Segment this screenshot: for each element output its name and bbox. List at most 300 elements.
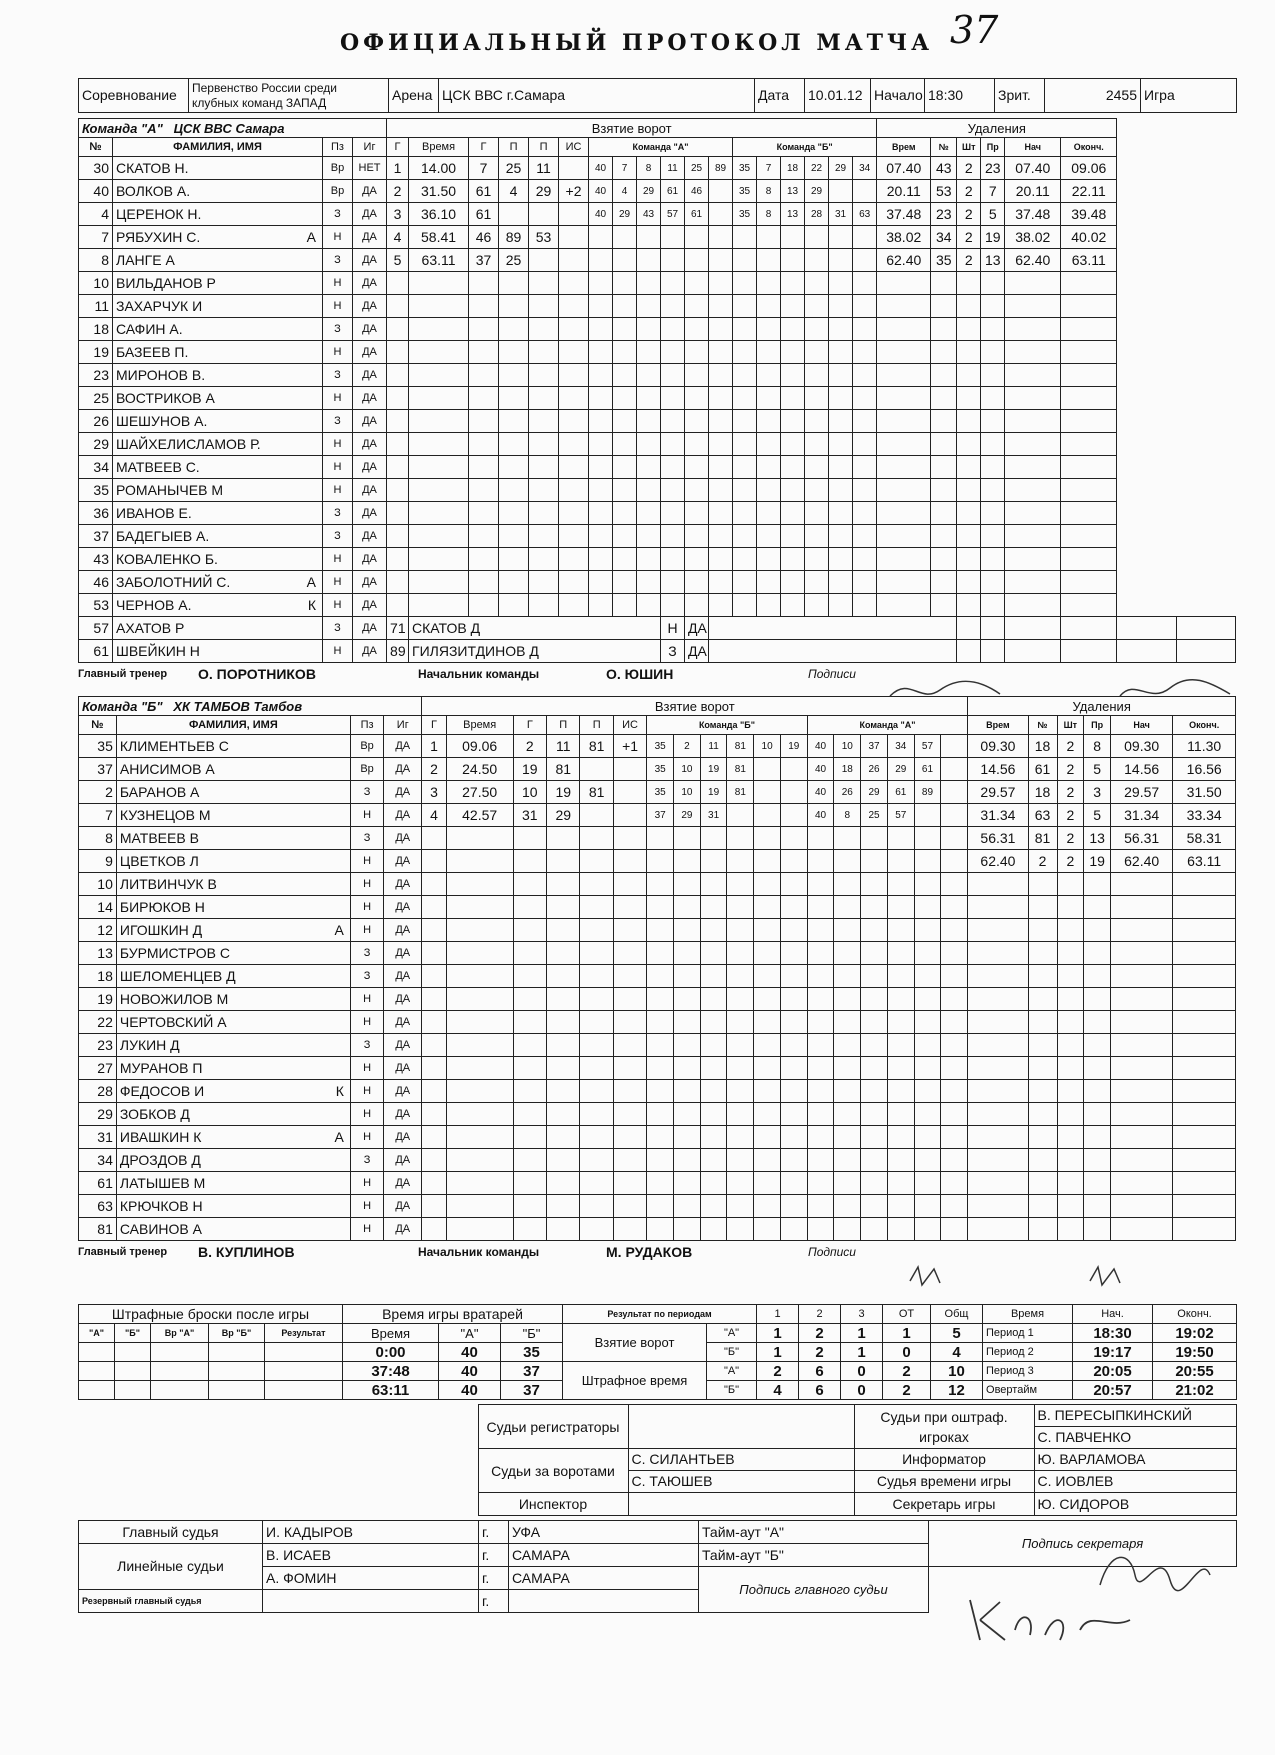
goal-cell: 29 [547, 804, 580, 827]
on-ice-cell: 31 [700, 804, 727, 827]
game-label: Игра [1141, 79, 1237, 113]
team_a-hdr-p2: П [529, 138, 559, 157]
table-row [79, 295, 1236, 318]
penalty-cell: 2 [957, 157, 981, 180]
player-position: З [350, 827, 383, 850]
team_b-coach-label: Главный тренер [78, 1246, 168, 1258]
goal-cell [559, 157, 589, 180]
on-ice-cell: 29 [674, 804, 701, 827]
player-number: 34 [79, 1149, 117, 1172]
player-plays: ДА [353, 594, 387, 617]
goal-cell: 53 [529, 226, 559, 249]
penalty-cell: 8 [1084, 735, 1111, 758]
on-ice-cell: 61 [914, 758, 941, 781]
player-name: КЛИМЕНТЬЕВ С [119, 737, 229, 754]
team_b-name: ХК ТАМБОВ Тамбов [173, 698, 303, 714]
player-plays: ДА [353, 318, 387, 341]
player-name: РЯБУХИН С. [116, 228, 201, 245]
extra-player-plays: ДА [685, 617, 709, 640]
player-number: 8 [79, 827, 117, 850]
player-position: Н [350, 1172, 383, 1195]
pim-a-p2: 6 [799, 1362, 841, 1381]
penalty-cell: 5 [1084, 804, 1111, 827]
player-name-cell [113, 640, 323, 663]
team_b-hdr-is: ИС [613, 716, 646, 735]
extra-player-number: 71 [387, 617, 409, 640]
on-ice-cell: 40 [807, 758, 834, 781]
player-name: КРЮЧКОВ Н [119, 1197, 203, 1214]
player-name: СКАТОВ Н. [116, 159, 189, 176]
goal-judge-1: С. СИЛАНТЬЕВ [629, 1449, 854, 1471]
player-position: Н [323, 640, 353, 663]
period-3-end: 20:55 [1153, 1362, 1237, 1381]
player-position: Н [323, 272, 353, 295]
inspector-label: Инспектор [478, 1493, 628, 1516]
table-row [79, 341, 1236, 364]
player-name: КУЗНЕЦОВ М [119, 806, 211, 823]
on-ice-cell: 19 [700, 781, 727, 804]
secretary-sign-label: Подпись секретаря [1021, 1536, 1144, 1551]
player-name: ИГОШКИН Д [119, 921, 203, 938]
period-col-ot: ОТ [883, 1305, 931, 1324]
player-plays: ДА [384, 919, 422, 942]
table-row [79, 781, 1236, 804]
penalty-cell: 2 [957, 249, 981, 272]
table-row [79, 896, 1236, 919]
goal-cell [529, 203, 559, 226]
player-name: МАТВЕЕВ В [119, 829, 199, 846]
player-position: Н [350, 919, 383, 942]
team_b-hdr-sht: Шт [1057, 716, 1084, 735]
table-row [79, 456, 1236, 479]
player-number: 2 [79, 781, 117, 804]
player-name: ЗАБОЛОТНИЙ С. [116, 573, 231, 590]
team_a-chief-label: Начальник команды [418, 667, 540, 681]
overtime-start: 20:57 [1073, 1381, 1153, 1400]
player-name-cell [113, 295, 323, 318]
table-row [79, 1080, 1236, 1103]
on-ice-cell: 29 [829, 157, 853, 180]
player-position: Н [350, 1057, 383, 1080]
player-number: 53 [79, 594, 113, 617]
period-col-3: 3 [841, 1305, 883, 1324]
player-name: ВОСТРИКОВ А [116, 389, 215, 406]
goal-cell: 81 [580, 735, 613, 758]
goal-cell: 31.50 [409, 180, 469, 203]
player-plays: ДА [353, 410, 387, 433]
player-name: ЛАНГЕ А [116, 251, 175, 268]
penalty-cell: 23 [981, 157, 1005, 180]
goal-cell: 11 [529, 157, 559, 180]
timeout-b: Тайм-аут "Б" [699, 1544, 929, 1567]
date-value: 10.01.12 [805, 79, 871, 113]
shootout-col-result: Результат [265, 1324, 343, 1343]
goal-cell: 4 [422, 804, 447, 827]
extra-player-position: З [661, 640, 685, 663]
timekeeper: С. ИОВЛЕВ [1037, 1473, 1114, 1489]
player-number: 31 [79, 1126, 117, 1149]
pim-label: Штрафное время [563, 1362, 707, 1400]
player-name-cell [113, 157, 323, 180]
penalty-cell: 31.34 [968, 804, 1028, 827]
document-title: ОФИЦИАЛЬНЫЙ ПРОТОКОЛ МАТЧА 37 [340, 8, 999, 56]
player-name: МАТВЕЕВ С. [116, 458, 200, 475]
player-role: К [307, 596, 316, 613]
goal-judges-label: Судьи за воротами [478, 1449, 628, 1493]
pim-team-a: "А" [707, 1362, 757, 1381]
linesman-2: А. ФОМИН [263, 1567, 479, 1590]
team_b-chief: М. РУДАКОВ [606, 1244, 693, 1260]
table-row [79, 571, 1236, 594]
on-ice-cell: 40 [589, 203, 613, 226]
goal-cell: 37 [469, 249, 499, 272]
goals-team-a: "А" [707, 1324, 757, 1343]
on-ice-cell: 89 [914, 781, 941, 804]
penalty-cell: 2 [1057, 804, 1084, 827]
penalty-cell: 16.56 [1173, 758, 1236, 781]
player-position: З [323, 318, 353, 341]
player-number: 36 [79, 502, 113, 525]
table-row [79, 525, 1236, 548]
extra-player-plays: ДА [685, 640, 709, 663]
team_a-hdr-g: Г [387, 138, 409, 157]
goal-cell: 31 [513, 804, 546, 827]
player-plays: ДА [384, 896, 422, 919]
player-position: Н [350, 1103, 383, 1126]
table-row [79, 617, 1236, 640]
gk-row-2-a: 40 [439, 1362, 501, 1381]
team_a-signatures-label: Подписи [808, 667, 856, 681]
player-plays: ДА [353, 456, 387, 479]
penalty-cell: 63.11 [1173, 850, 1236, 873]
referee-signature [960, 1590, 1160, 1650]
goal-cell: 11 [547, 735, 580, 758]
player-name: БАРАНОВ А [119, 783, 200, 800]
arena-label: Арена [389, 79, 439, 113]
goal-cell: 25 [499, 249, 529, 272]
goal-cell: 1 [422, 735, 447, 758]
on-ice-cell: 63 [853, 203, 877, 226]
player-position: Н [350, 1218, 383, 1241]
pim-b-p3: 0 [841, 1381, 883, 1400]
player-name: САВИНОВ А [119, 1220, 202, 1237]
player-name: ШЕШУНОВ А. [116, 412, 208, 429]
penalty-cell: 29.57 [968, 781, 1028, 804]
referee: И. КАДЫРОВ [263, 1521, 479, 1544]
on-ice-cell [754, 781, 781, 804]
team_b-pen-title: Удаления [968, 697, 1236, 716]
on-ice-cell: 28 [805, 203, 829, 226]
player-number: 25 [79, 387, 113, 410]
player-number: 35 [79, 479, 113, 502]
player-position: З [323, 502, 353, 525]
team_b-staff [78, 1241, 1236, 1263]
player-plays: ДА [384, 942, 422, 965]
player-plays: ДА [384, 1126, 422, 1149]
pim-b-p2: 6 [799, 1381, 841, 1400]
player-number: 37 [79, 525, 113, 548]
goal-cell [613, 804, 646, 827]
player-position: Н [350, 896, 383, 919]
on-ice-cell: 2 [674, 735, 701, 758]
penalty-cell: 58.31 [1173, 827, 1236, 850]
player-name-cell [116, 781, 350, 804]
player-position: Н [323, 387, 353, 410]
period-3-start: 20:05 [1073, 1362, 1153, 1381]
on-ice-cell: 40 [589, 157, 613, 180]
team_a-title-cell [79, 119, 387, 138]
table-row [79, 157, 1236, 180]
player-name: ЦВЕТКОВ Л [119, 852, 199, 869]
on-ice-cell: 34 [887, 735, 914, 758]
player-role: А [334, 1128, 344, 1145]
player-plays: ДА [353, 180, 387, 203]
player-plays: ДА [384, 1103, 422, 1126]
team_a-hdr-gc: Г [469, 138, 499, 157]
player-plays: ДА [384, 804, 422, 827]
gk-row-3-a: 40 [439, 1381, 501, 1400]
penalty-cell: 7 [981, 180, 1005, 203]
on-ice-cell: 10 [754, 735, 781, 758]
player-name: ЦЕРЕНОК Н. [116, 205, 202, 222]
on-ice-cell [941, 804, 968, 827]
player-position: Н [350, 804, 383, 827]
goal-cell [499, 203, 529, 226]
player-number: 43 [79, 548, 113, 571]
goal-cell: 09.06 [446, 735, 513, 758]
team-b-section [78, 696, 1236, 1263]
player-name-cell [113, 249, 323, 272]
player-position: З [323, 617, 353, 640]
table-row [79, 594, 1236, 617]
player-name-cell [116, 1011, 350, 1034]
on-ice-cell: 18 [781, 157, 805, 180]
extra-player-name: СКАТОВ Д [409, 617, 661, 640]
goals-b-p2: 2 [799, 1343, 841, 1362]
player-name-cell [113, 387, 323, 410]
player-name: ВОЛКОВ А. [116, 182, 191, 199]
team_b-chief-label: Начальник команды [418, 1245, 540, 1259]
player-name-cell [116, 988, 350, 1011]
on-ice-cell: 19 [700, 758, 727, 781]
reserve-referee-label: Резервный главный судья [79, 1590, 263, 1613]
player-name: ДРОЗДОВ Д [119, 1151, 201, 1168]
table-row [79, 965, 1236, 988]
player-role: А [334, 921, 344, 938]
player-name-cell [113, 226, 323, 249]
player-name-cell [113, 410, 323, 433]
team_b-label: Команда "Б" [82, 698, 163, 714]
penalty-cell: 29.57 [1110, 781, 1172, 804]
team_a-hdr-plays: Иг [353, 138, 387, 157]
player-name-cell [113, 479, 323, 502]
player-name-cell [116, 896, 350, 919]
penalty-cell: 53 [931, 180, 957, 203]
on-ice-cell: 13 [781, 180, 805, 203]
on-ice-cell: 40 [807, 804, 834, 827]
spectators-label: Зрит. [995, 79, 1045, 113]
player-name: БАЗЕЕВ П. [116, 343, 189, 360]
goal-cell: 2 [387, 180, 409, 203]
player-number: 34 [79, 456, 113, 479]
team_b-goals-title: Взятие ворот [422, 697, 968, 716]
team_a-chief: О. ЮШИН [606, 666, 674, 682]
period-3-label: Период 3 [983, 1362, 1073, 1381]
player-plays: ДА [353, 272, 387, 295]
goal-cell: 24.50 [446, 758, 513, 781]
player-role: А [306, 573, 316, 590]
penalty-cell: 11.30 [1173, 735, 1236, 758]
on-ice-cell [727, 804, 754, 827]
on-ice-cell: 57 [914, 735, 941, 758]
player-plays: ДА [384, 758, 422, 781]
player-number: 22 [79, 1011, 117, 1034]
team_b-hdr-onice-2: Команда "А" [807, 716, 968, 735]
penalty-cell: 5 [981, 203, 1005, 226]
player-name-cell [113, 525, 323, 548]
player-number: 28 [79, 1080, 117, 1103]
shootout-col-a: "А" [79, 1324, 115, 1343]
pim-team-b: "Б" [707, 1381, 757, 1400]
on-ice-cell: 8 [637, 157, 661, 180]
team_a-hdr-num: № [79, 138, 113, 157]
table-row [79, 942, 1236, 965]
pim-b-total: 12 [931, 1381, 983, 1400]
player-name-cell [116, 850, 350, 873]
on-ice-cell: 35 [647, 735, 674, 758]
goal-cell: 2 [513, 735, 546, 758]
gk-row-2-b: 37 [501, 1362, 563, 1381]
penalty-cell: 2 [957, 226, 981, 249]
player-number: 13 [79, 942, 117, 965]
penalty-cell: 3 [1084, 781, 1111, 804]
player-role: А [306, 228, 316, 245]
penalty-cell: 43 [931, 157, 957, 180]
table-row [79, 1011, 1236, 1034]
player-name-cell [113, 617, 323, 640]
team_a-goals-title: Взятие ворот [387, 119, 877, 138]
goal-cell [613, 758, 646, 781]
table-row [79, 850, 1236, 873]
player-position: З [350, 965, 383, 988]
player-position: Н [350, 1011, 383, 1034]
goal-cell: 61 [469, 203, 499, 226]
linesman-1: В. ИСАЕВ [263, 1544, 479, 1567]
on-ice-cell: 57 [887, 804, 914, 827]
player-position: З [323, 364, 353, 387]
goal-cell: 42.57 [446, 804, 513, 827]
player-name-cell [116, 1034, 350, 1057]
competition-label: Соревнование [79, 79, 189, 113]
player-name-cell [113, 594, 323, 617]
penalty-cell: 33.34 [1173, 804, 1236, 827]
secretary-signature [1090, 1545, 1220, 1595]
table-row [79, 433, 1236, 456]
team_b-signatures-label: Подписи [808, 1245, 856, 1259]
penalty-cell: 07.40 [1005, 157, 1061, 180]
goals-a-p3: 1 [841, 1324, 883, 1343]
on-ice-cell: 35 [733, 180, 757, 203]
pim-a-ot: 2 [883, 1362, 931, 1381]
penalty-cell: 2 [1057, 850, 1084, 873]
table-row [79, 387, 1236, 410]
judges-reg-label: Судьи регистраторы [478, 1405, 628, 1449]
goals-a-p1: 1 [757, 1324, 799, 1343]
player-number: 19 [79, 341, 113, 364]
goal-cell [613, 781, 646, 804]
on-ice-cell: 61 [887, 781, 914, 804]
pim-b-p1: 4 [757, 1381, 799, 1400]
goal-judge-2: С. ТАЮШЕВ [631, 1473, 713, 1489]
linesman-1-city-prefix: г. [479, 1544, 509, 1567]
player-position: Н [323, 295, 353, 318]
player-name-cell [116, 1195, 350, 1218]
penalty-cell: 14.56 [1110, 758, 1172, 781]
competition-value: Первенство России среди клубных команд ЗАПАД [189, 79, 389, 113]
goal-cell: 63.11 [409, 249, 469, 272]
team_a-hdr-end: Оконч. [1061, 138, 1117, 157]
player-position: З [323, 249, 353, 272]
goal-cell: 19 [547, 781, 580, 804]
player-plays: ДА [353, 364, 387, 387]
penalty-cell: 14.56 [968, 758, 1028, 781]
player-position: Н [350, 988, 383, 1011]
team_b-hdr-onice-1: Команда "Б" [647, 716, 807, 735]
table-row [79, 249, 1236, 272]
shootout-title: Штрафные броски после игры [79, 1305, 343, 1324]
player-number: 23 [79, 1034, 117, 1057]
player-number: 29 [79, 433, 113, 456]
penalty-cell: 2 [1057, 758, 1084, 781]
player-plays: ДА [384, 1195, 422, 1218]
player-plays: ДА [384, 988, 422, 1011]
table-row [79, 735, 1236, 758]
player-number: 63 [79, 1195, 117, 1218]
linesman-1-city: САМАРА [509, 1544, 699, 1567]
team_b-hdr-start: Нач [1110, 716, 1172, 735]
penalty-cell: 2 [957, 180, 981, 203]
player-name: ЛАТЫШЕВ М [119, 1174, 206, 1191]
player-name-cell [116, 804, 350, 827]
reserve-city-prefix: г. [479, 1590, 509, 1613]
penalty-cell: 62.40 [877, 249, 931, 272]
player-plays: ДА [353, 502, 387, 525]
team-b-signatures [900, 1263, 1160, 1291]
goal-cell: 27.50 [446, 781, 513, 804]
gk-row-2-time: 37:48 [343, 1362, 439, 1381]
on-ice-cell [754, 804, 781, 827]
goal-cell: 2 [422, 758, 447, 781]
time-col-start: Нач. [1073, 1305, 1153, 1324]
team_a-hdr-pr: Пр [981, 138, 1005, 157]
player-plays: ДА [384, 1149, 422, 1172]
player-plays: ДА [384, 1218, 422, 1241]
player-number: 14 [79, 896, 117, 919]
period-2-start: 19:17 [1073, 1343, 1153, 1362]
player-plays: ДА [353, 249, 387, 272]
player-role: К [335, 1082, 344, 1099]
team_b-hdr-name: ФАМИЛИЯ, ИМЯ [116, 716, 350, 735]
penalty-cell: 2 [1057, 735, 1084, 758]
team_a-hdr-pnum: № [931, 138, 957, 157]
player-plays: ДА [384, 1080, 422, 1103]
player-position: Н [323, 226, 353, 249]
on-ice-cell: 4 [613, 180, 637, 203]
player-number: 12 [79, 919, 117, 942]
period-1-end: 19:02 [1153, 1324, 1237, 1343]
goal-cell: 10 [513, 781, 546, 804]
linesman-2-city: САМАРА [509, 1567, 699, 1590]
